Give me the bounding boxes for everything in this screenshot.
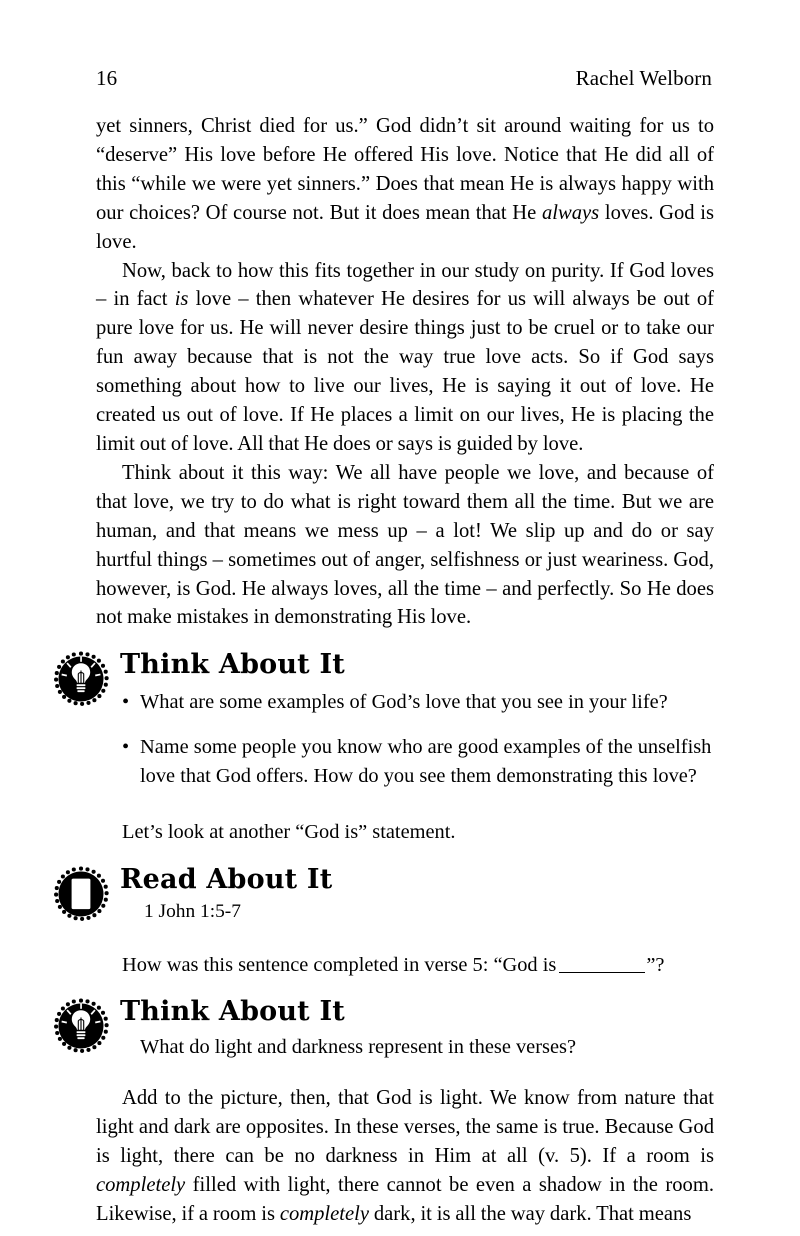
paragraph-1-part-a: yet sinners, Christ died for us.” God didn’t sit around waiting for us to “deserve” His love before He offered His love. Notice that He did all of this “while we were yet sinners.” Does that mean He is always happy with our choices? Of course not. But it does mean that He [96,115,714,224]
bullet-glyph-icon: • [122,735,130,758]
answer-blank-field[interactable] [559,956,645,973]
section-think-about-it-1 [96,648,714,790]
paragraph-3: Think about it this way: We all have people we love, and because of that love, we try to do what is right toward them all the time. But we are human, and that means we mess up – a lot! We slip up and do or say hurtful things – sometimes out of anger, selfishness or just weariness. God, however, is God. He always loves, all the time – and perfectly. So He does not make mistakes in demonstrating His love. [96,461,714,629]
think-about-it-1-question-list [96,688,714,790]
section-title-think-about-it-1: Think About It [120,649,345,681]
paragraph-1 [96,112,714,257]
fill-in-question-part-a: How was this sentence completed in verse 5: “God is [122,953,557,976]
paragraph-2-italic: is [174,288,189,311]
lightbulb-badge-icon [52,997,110,1055]
question-text: Name some people you know who are good examples of the unselfish love that God offers. How do you see them demonstrating this love? [140,735,712,787]
paragraph-4 [96,1084,714,1229]
transition-line: Let’s look at another “God is” statement. [122,821,456,844]
book-badge-icon [52,865,110,923]
scripture-reference: 1 John 1:5-7 [144,900,241,922]
running-author: Rachel Welborn [575,66,712,90]
paragraph-4-italic-2: completely [279,1202,370,1225]
fill-in-question [122,951,714,980]
think-about-it-2-question: What do light and darkness represent in these verses? [140,1036,576,1059]
list-item [96,733,714,790]
paragraph-4-italic-1: completely [96,1173,186,1196]
fill-in-question-part-b: ”? [646,953,665,976]
bullet-glyph-icon: • [122,691,130,714]
section-think-about-it-2 [96,995,714,1062]
paragraph-4-part-c: dark, it is all the way dark. That means [369,1202,692,1225]
page-number: 16 [96,66,118,90]
paragraph-2 [96,257,714,459]
section-read-about-it [96,863,714,925]
paragraph-1-italic: always [541,201,600,224]
paragraph-4-part-a: Add to the picture, then, that God is light. We know from nature that light and dark are opposites. In these verses, the same is true. Because God is light, there can be no darkness in Him at all (v. 5). If a room is [96,1086,714,1167]
paragraph-1-part-b: loves. God is love. [96,201,714,253]
text-column [96,112,714,1228]
running-head [96,66,712,91]
section-title-read-about-it: Read About It [120,863,333,895]
list-item [96,688,714,717]
section-title-think-about-it-2: Think About It [120,996,345,1028]
question-text: What are some examples of God’s love that you see in your life? [140,691,668,714]
paragraph-2-part-a: Now, back to how this fits together in our study on purity. If God loves – in fact [96,259,714,311]
paragraph-4-part-b: filled with light, there cannot be even a shadow in the room. Likewise, if a room is [96,1173,714,1225]
paragraph-2-part-b: love – then whatever He desires for us will always be out of pure love for us. He will never desire things just to be cruel or to take our fun away because that is not the way true love acts. So if God says something about how to live our lives, He is saying it out of love. He created us out of love. If He places a limit on our lives, He is placing the limit out of love. All that He does or says is guided by love. [96,288,715,455]
